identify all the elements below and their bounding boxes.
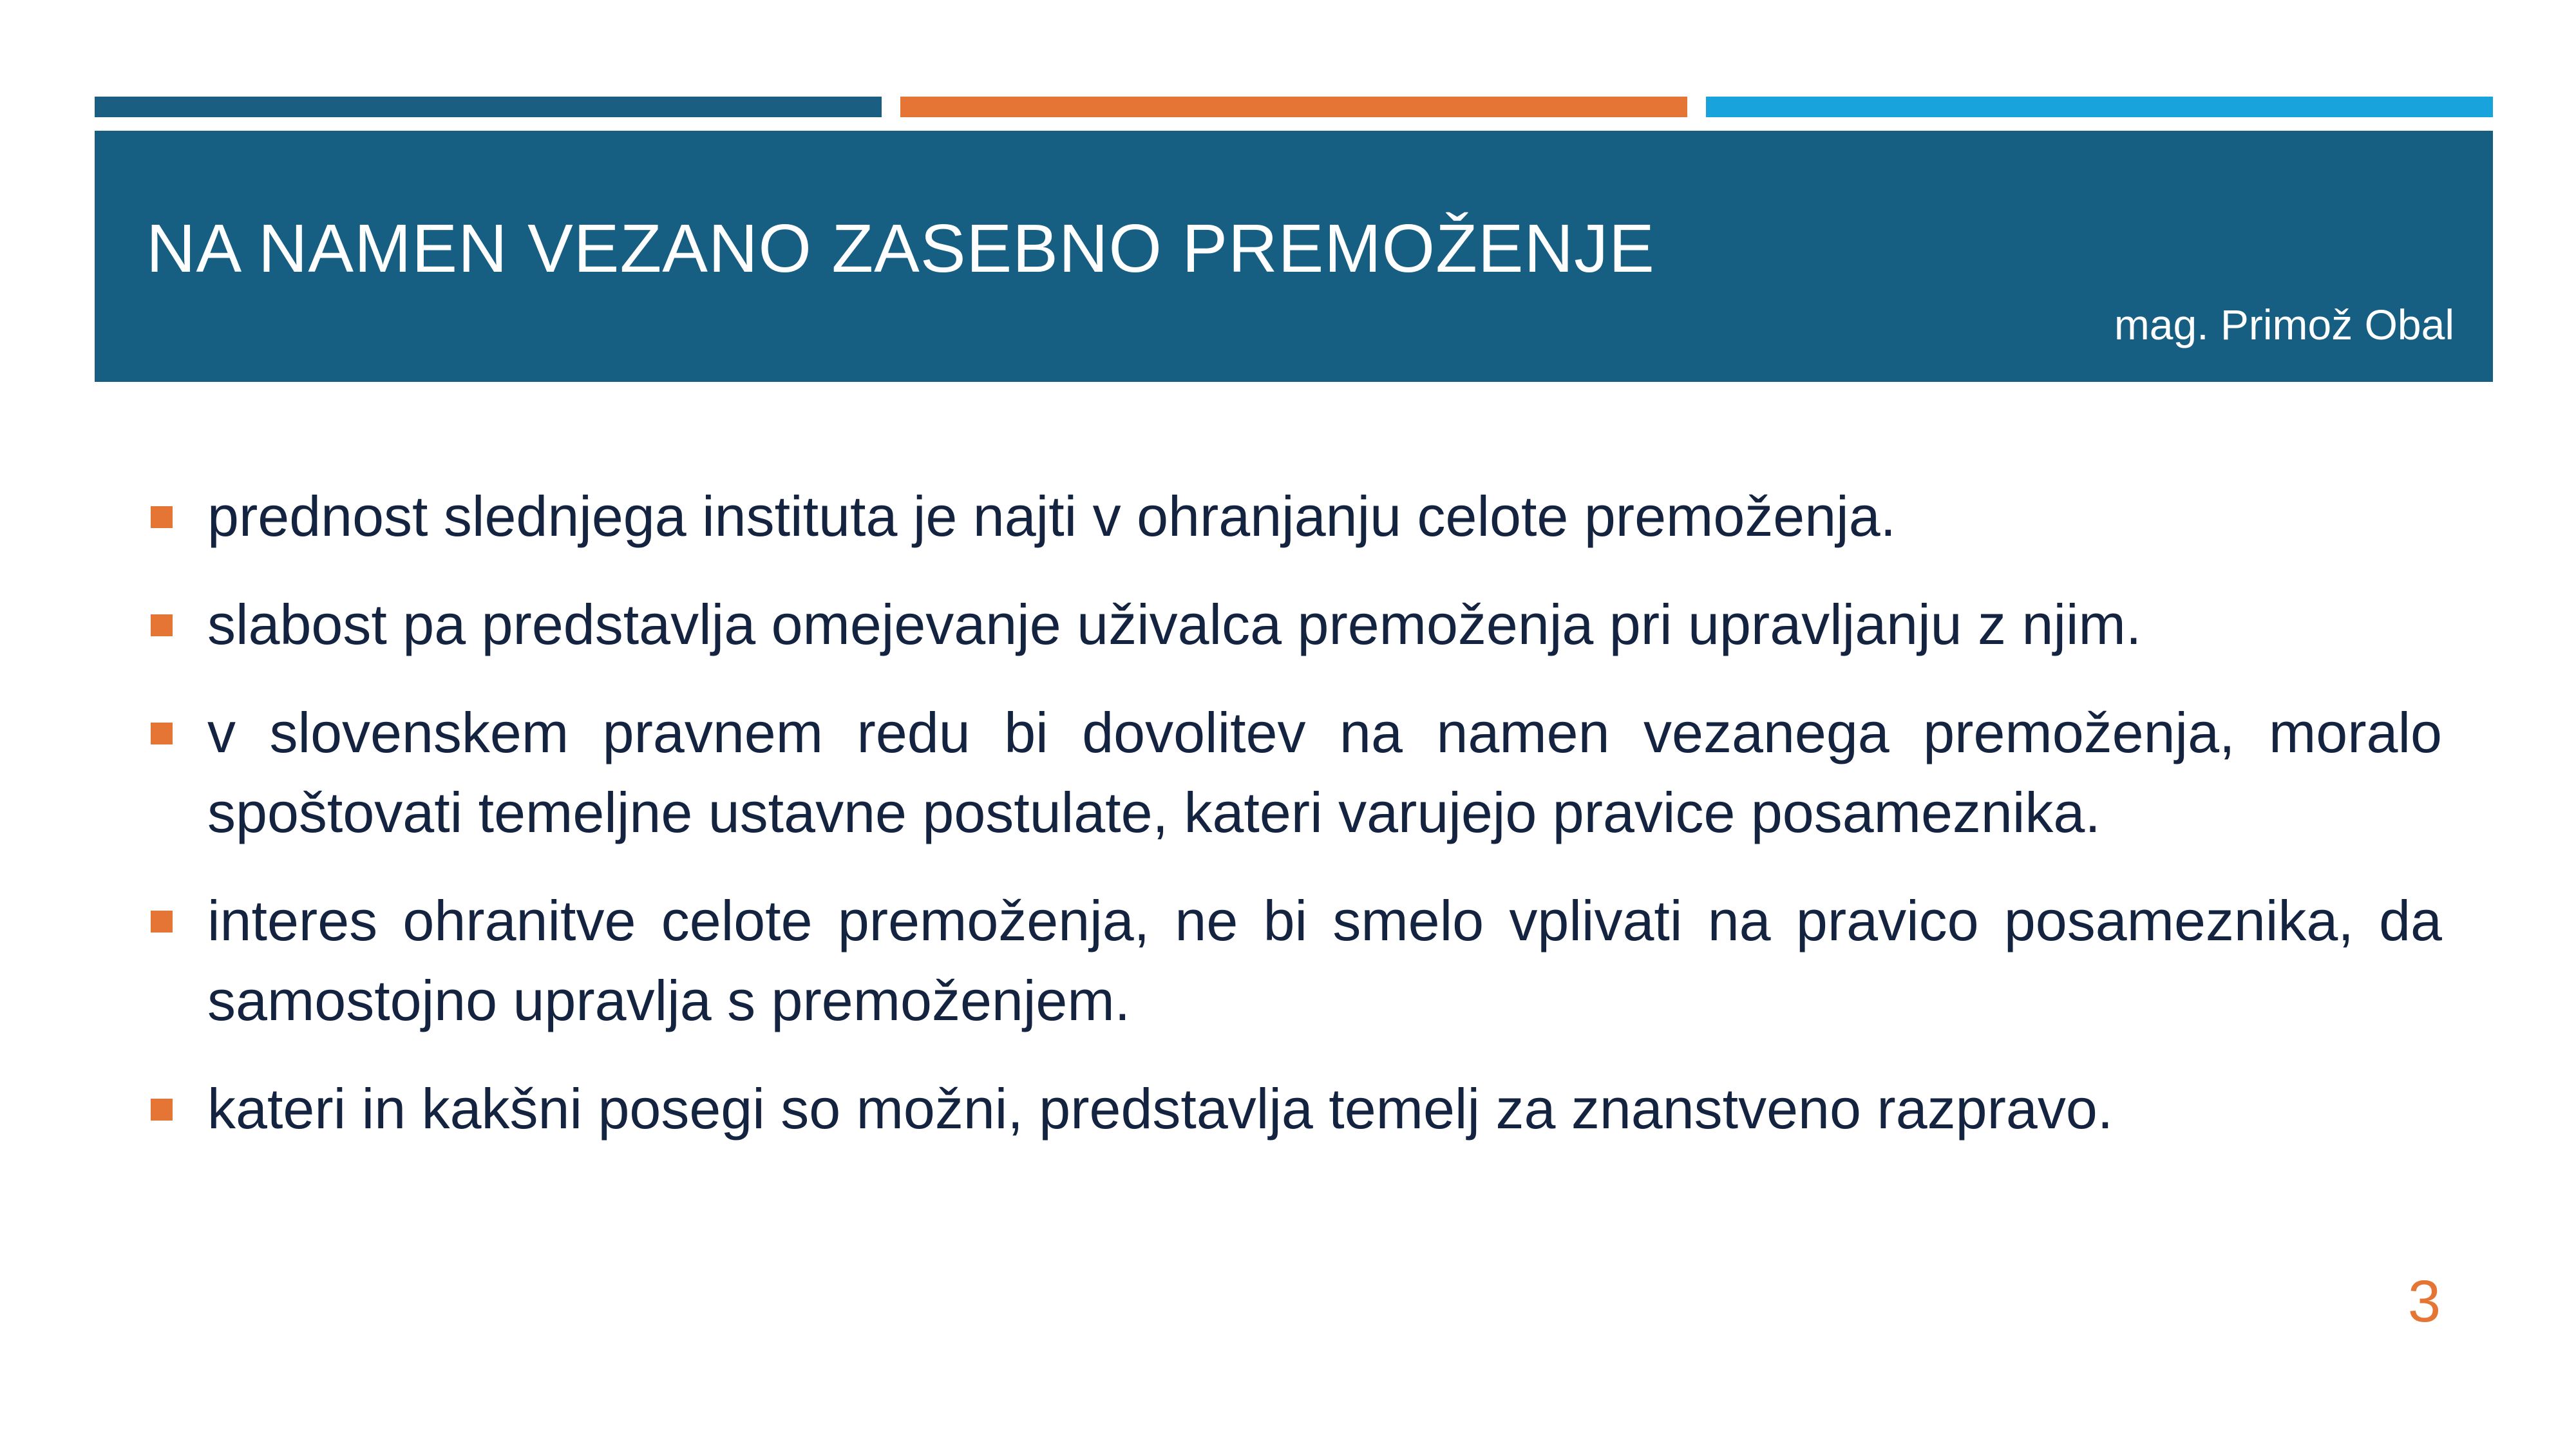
bullet-text: interes ohranitve celote premoženja, ne bi smelo vplivati na pravico posameznika, da samostojno upravlja s premoženjem. <box>207 889 2442 1032</box>
square-bullet-icon <box>151 506 173 528</box>
bullet-text: v slovenskem pravnem redu bi dovolitev na namen vezanega premoženja, moralo spoštovati temeljne ustavne postulate, kateri varujejo pravice posameznika. <box>207 701 2442 844</box>
bullet-item <box>143 1069 2442 1149</box>
bullet-item <box>143 585 2442 665</box>
title-band <box>95 131 2493 382</box>
square-bullet-icon <box>151 723 173 744</box>
square-bullet-icon <box>151 911 173 933</box>
bullet-item <box>143 477 2442 556</box>
slide-title: NA NAMEN VEZANO ZASEBNO PREMOŽENJE <box>146 211 1655 287</box>
square-bullet-icon <box>151 614 173 636</box>
bullet-text: kateri in kakšni posegi so možni, predstavlja temelj za znanstveno razpravo. <box>207 1077 2114 1141</box>
bullet-item <box>143 693 2442 853</box>
accent-bar-orange <box>900 97 1687 117</box>
bullet-list <box>143 477 2442 1177</box>
accent-bar-dark-blue <box>95 97 882 117</box>
slide-author: mag. Primož Obal <box>2114 301 2454 348</box>
bullet-text: slabost pa predstavlja omejevanje uživalca premoženja pri upravljanju z njim. <box>207 592 2142 656</box>
page-number: 3 <box>2407 1269 2441 1334</box>
bullet-item <box>143 881 2442 1041</box>
accent-bar-light-blue <box>1706 97 2493 117</box>
bullet-text: prednost slednjega instituta je najti v ohranjanju celote premoženja. <box>207 484 1897 548</box>
square-bullet-icon <box>151 1099 173 1121</box>
